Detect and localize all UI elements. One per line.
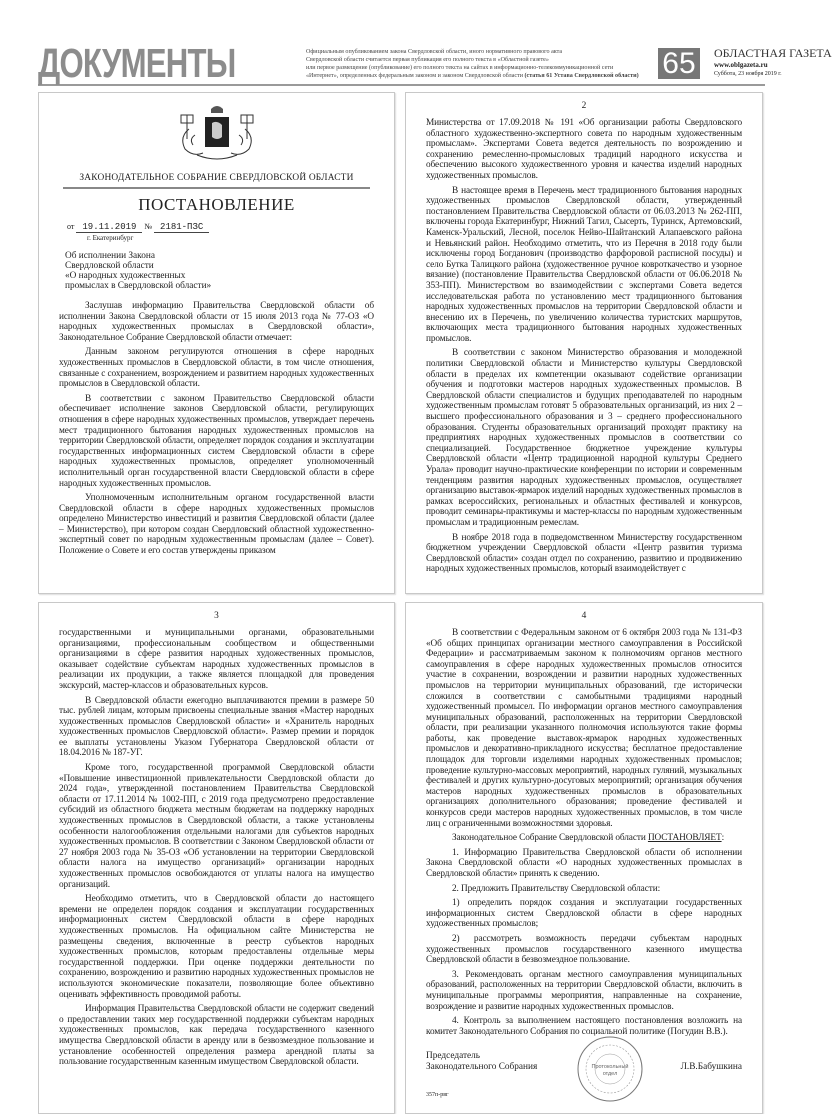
paragraph: Министерства от 17.09.2018 № 191 «Об организации работы Свердловского областного художественно-экспертного совета по народным художественным промыслам». Экспертами Совета ведется деятельность по возрождению и сохранению ремесленно-промысловых традиций народного искусства и обеспечению высокого художественного уровня и качества изделий народных художественных промыслов. xyxy=(426,118,742,181)
paragraph: В соответствии с законом Министерство образования и молодежной политики Свердловской области и Министерство культуры Свердловской области в пределах их компетенции оказывают содействие организации обучения и подготовки мастеров народных художественных промыслов. В Свердловской области специалистов и будущих преподавателей по народным художественным промыслам готовят 5 образовательных организаций, из них 2 – высшего профессионального образования и 3 – среднего профессионального образования. Студенты образовательных организаций проходят практику на предприятиях народных художественных промыслов в соответствии со специализацией. Государственное бюджетное учреждение культуры Свердловской области «Центр традиционной народной культуры Среднего Урала» проводит научно-практические конференции по истории и современным тенденциям развития народных художественных промыслов, осуществляет организацию выставок-ярмарок изделий народных художественных промыслов в рамках всероссийских, региональных и областных фестивалей и конкурсов, проводит семинары-практикумы и мастер-классы по народным художественным промыслам и традиционным ремеслам. xyxy=(426,348,742,528)
subject-line: промыслах в Свердловской области» xyxy=(65,281,212,291)
signature-block xyxy=(426,1051,742,1078)
document-page-1 xyxy=(38,92,395,594)
issue-date: Суббота, 23 ноября 2019 г. xyxy=(713,71,782,77)
signer-title: Председатель xyxy=(426,1051,481,1062)
subject-line: «О народных художественных xyxy=(65,271,186,281)
section-title-wrap xyxy=(38,40,298,86)
resolution-item: 3. Рекомендовать органам местного самоуправления муниципальных образований, расположенных на территории Свердловской области, включить в муниципальные программы мероприятия, направленные на сохранение, возрождение и развитие народных художественных промыслов. xyxy=(426,969,742,1012)
city: г. Екатеринбург xyxy=(87,234,134,242)
notice-line: «Интернет», определенных федеральным законом и законом Свердловской области xyxy=(305,73,523,79)
date-prefix: от xyxy=(67,222,75,231)
resolution-prefix: Законодательное Собрание Свердловской области xyxy=(452,833,646,844)
document-number: 2181-ПЗС xyxy=(154,222,209,233)
resolution-item: 4. Контроль за выполнением настоящего постановления возложить на комитет Законодательного Собрания по социальной политике (Погудин В.В.). xyxy=(426,1016,742,1037)
newspaper-header xyxy=(38,40,832,86)
subject-line: Об исполнении Закона xyxy=(65,251,155,261)
organization-name: ЗАКОНОДАТЕЛЬНОЕ СОБРАНИЕ СВЕРДЛОВСКОЙ ОБЛАСТИ xyxy=(79,173,354,183)
document-code: 357п-рвг xyxy=(426,1092,449,1099)
coat-of-arms-icon xyxy=(167,105,267,161)
paragraph: Уполномоченным исполнительным органом государственной власти Свердловской области в сфере народных художественных промыслов определено Министерство инвестиций и развития Свердловской области (далее – Министерство), при котором создан Свердловский областной художественно-экспертный совет по народным художественным промыслам (далее – Совет). Положение о Совете и его состав утверждены приказом xyxy=(59,493,374,557)
document-body xyxy=(59,628,374,1068)
notice-line: Свердловской области считается первая публикация его полного текста в «Областной газете» xyxy=(305,57,549,63)
paragraph: В соответствии с Федеральным законом от 6 октября 2003 года № 131-ФЗ «Об общих принципах организации местного самоуправления в Российской Федерации» и рассматриваемым законом к полномочиям органов местного самоуправления в сфере народных художественных промыслов относится участие в сохранении, возрождении и развитии народных художественных промыслов на территории муниципальных образований, где исторически сложился в соответствии с самобытными традициями народный художественный промысел. По информации органов местного самоуправления муниципальных образований, расположенных на территории Свердловской области, при реализации указанного полномочия используются такие формы работы, как проведение выставок-ярмарок народных художественных промыслов и декоративно-прикладного искусства; бесплатное предоставление площадок для торговли изделиями народных художественных промыслов; проведение культурно-массовых мероприятий, народных гуляний, музыкальных фестивалей и других культурно-досуговых мероприятий; организация обучения мастеров народных художественных промыслов в образовательных организациях дополнительного образования; проведение фестивалей и конкурсов среди мастеров народных художественных промыслов, в том числе лиц с ограниченными возможностями здоровья. xyxy=(426,627,742,829)
paragraph: В Свердловской области ежегодно выплачиваются премии в размере 50 тыс. рублей лицам, которым присвоены специальные звания «Мастер народных художественных промыслов Свердловской области» и «Хранитель народных художественных промыслов Свердловской области». Размер премии и порядок ее выплаты установлены Указом Губернатора Свердловской области от 18.04.2016 № 187-УГ. xyxy=(59,695,374,759)
notice-bold: (статья 61 Устава Свердловской области) xyxy=(524,73,639,79)
publication-notice xyxy=(306,44,646,80)
paragraph: Кроме того, государственной программой Свердловской области «Повышение инвестиционной привлекательности Свердловской области до 2024 года», утвержденной постановлением Правительства Свердловской области от 17.11.2014 № 1002-ПП, с 2019 года предусмотрено предоставление субсидий из областного бюджета местным бюджетам на поддержку народных художественных промыслов в Свердловской области, а также установлены особенности налогообложения отдельными налогами для субъектов народных художественных промыслов. В соответствии с Законом Свердловской области от 27 ноября 2003 года № 35-ОЗ «Об установлении на территории Свердловской области налога на имущество организаций» организации народных художественных промыслов освобождаются от уплаты налога на имущество организаций. xyxy=(59,763,374,890)
paragraph: государственными и муниципальными органами, образовательными организациями, профессиональным сообществом и общественными организациями в сфере развития народных художественных промыслов, оказывает содействие субъектам народных художественных промыслов в реализации их продукции, а также является площадкой для проведения экскурсий, мастер-классов и образовательных курсов. xyxy=(59,627,374,691)
document-body xyxy=(426,628,742,1037)
notice-line: Официальным опубликованием закона Свердловской области, иного нормативного правового акта xyxy=(305,49,563,55)
document-date-line xyxy=(67,221,374,233)
page-index: 2 xyxy=(581,101,587,111)
paragraph: Необходимо отметить, что в Свердловской области до настоящего времени не определен порядок создания и эксплуатации государственных информационных систем Свердловской области в сфере народных художественных промыслов. На официальном сайте Министерства не размещены сведения, включенные в реестр субъектов народных художественных промыслов, которым предоставлены отдельные меры государственной поддержки. При оценке поддержки деятельности по сохранению, возрождению и развитию народных художественных промыслов не используются экономические показатели, позволяющие более объективно оценивать эффективность проводимой работы. xyxy=(59,894,374,1000)
document-type: ПОСТАНОВЛЕНИЕ xyxy=(138,195,295,214)
document-body xyxy=(426,118,742,575)
document-date: 19.11.2019 xyxy=(76,222,142,233)
page-index: 4 xyxy=(581,610,587,621)
document-page-3 xyxy=(38,602,395,1114)
resolution-item: 2) рассмотреть возможность передачи субъектам народных художественных промыслов государственного казенного имущества Свердловской области в безвозмездное пользование. xyxy=(426,933,742,966)
paragraph: В соответствии с законом Правительство Свердловской области обеспечивает исполнение законов Свердловской области, регулирующих отношения в сфере народных художественных промыслов, утверждает перечень мест традиционного бытования народных художественных промыслов на территории Свердловской области, определяет порядок создания и эксплуатации государственных информационных систем Свердловской области в сфере народных художественных промыслов, определяет уполномоченный исполнительный орган государственной власти Свердловской области в сфере народных художественных промыслов. xyxy=(59,393,374,489)
paragraph: Информация Правительства Свердловской области не содержит сведений о предоставлении таких мер государственной поддержки субъектам народных художественных промыслов, как передача государственного казенного имущества Свердловской области в аренду или в безвозмездное пользование и установление особенностей определения размера арендной платы за пользование государственным казенным имуществом Свердловской области. xyxy=(59,1004,374,1068)
paragraph: В ноябре 2018 года в подведомственном Министерству государственном бюджетном учреждении Свердловской области «Центр развития туризма Свердловской области» создан отдел по сохранению, развитию и продвижению народных художественных промыслов, который взаимодействует с xyxy=(426,532,742,575)
paragraph: Данным законом регулируются отношения в сфере народных художественных промыслов в Свердловской области, в том числе отношения, связанные с сохранением, возрождением и развитием народных художественных промыслов в Свердловской области. xyxy=(59,347,374,390)
resolution-item: 2. Предложить Правительству Свердловской области: xyxy=(452,883,661,894)
page-index: 3 xyxy=(214,610,219,621)
page-number: 65 xyxy=(658,48,700,79)
resolution-item: 1) определить порядок создания и эксплуатации государственных информационных систем Свердловской области в сфере народных художественных промыслов; xyxy=(426,898,742,930)
signer-title: Законодательного Собрания xyxy=(426,1062,538,1073)
svg-text:отдел: отдел xyxy=(602,1071,618,1078)
official-stamp-icon xyxy=(576,1035,644,1103)
document-page-4 xyxy=(405,602,763,1114)
paragraph: В настоящее время в Перечень мест традиционного бытования народных художественных промыслов Свердловской области, утвержденный постановлением Правительства Свердловской области от 06.03.2013 № 262-ПП, включены города Екатеринбург, Нижний Тагил, Сысерть, Туринск, Артемовский, Каменск-Уральский, Лесной, поселок Нейво-Шайтанский Алапаевского района и Невьянский район. Необходимо отметить, что из Перечня в 2018 году были исключены город Богданович (производство фарфоровой расписной посуды) и село Бутка Талицкого района (художественное ручное ковроткачество и узорное вязание) (постановление Правительства Свердловской области от 06.06.2018 № 353-ПП). Министерством во взаимодействии с экспертами Совета ведется исследовательская работа по установлению мест традиционного бытования народных художественных промыслов на территории Свердловской области и внесению их в Перечень, по увеличению количества туристских маршрутов, включающих места традиционного бытования народных художественных промыслов. xyxy=(426,185,742,344)
paper-info xyxy=(714,44,832,79)
divider xyxy=(63,187,370,189)
notice-line: или первое размещение (опубликование) его полного текста на сайтах в информационно-телекоммуникационной сети xyxy=(305,65,614,71)
svg-text:Протокольный: Протокольный xyxy=(591,1064,629,1071)
paper-name: ОБЛАСТНАЯ ГАЗЕТА xyxy=(713,46,832,60)
subject-line: Свердловской области xyxy=(65,261,154,271)
document-subject xyxy=(65,251,374,291)
paragraph: Заслушав информацию Правительства Свердловской области об исполнении Закона Свердловской области от 15 июля 2013 года № 77-ОЗ «О народных художественных промыслах в Свердловской области», Законодательное Собрание Свердловской области отмечает: xyxy=(59,301,374,343)
signer-name: Л.В.Бабушкина xyxy=(680,1062,742,1073)
paper-url[interactable]: www.oblgazeta.ru xyxy=(713,61,768,69)
document-sheet xyxy=(38,92,763,1114)
resolution-item: 1. Информацию Правительства Свердловской области об исполнении Закона Свердловской области «О народных художественных промыслах в Свердловской области» принять к сведению. xyxy=(426,847,742,879)
number-prefix: № xyxy=(144,222,153,231)
document-page-2 xyxy=(405,92,763,594)
resolution-line: Законодательное Собрание Свердловской области ПОСТАНОВЛЯЕТ: xyxy=(452,833,725,844)
document-body xyxy=(59,301,374,557)
section-title: ДОКУМЕНТЫ xyxy=(38,40,236,86)
resolution-word: ПОСТАНОВЛЯЕТ xyxy=(647,833,722,844)
